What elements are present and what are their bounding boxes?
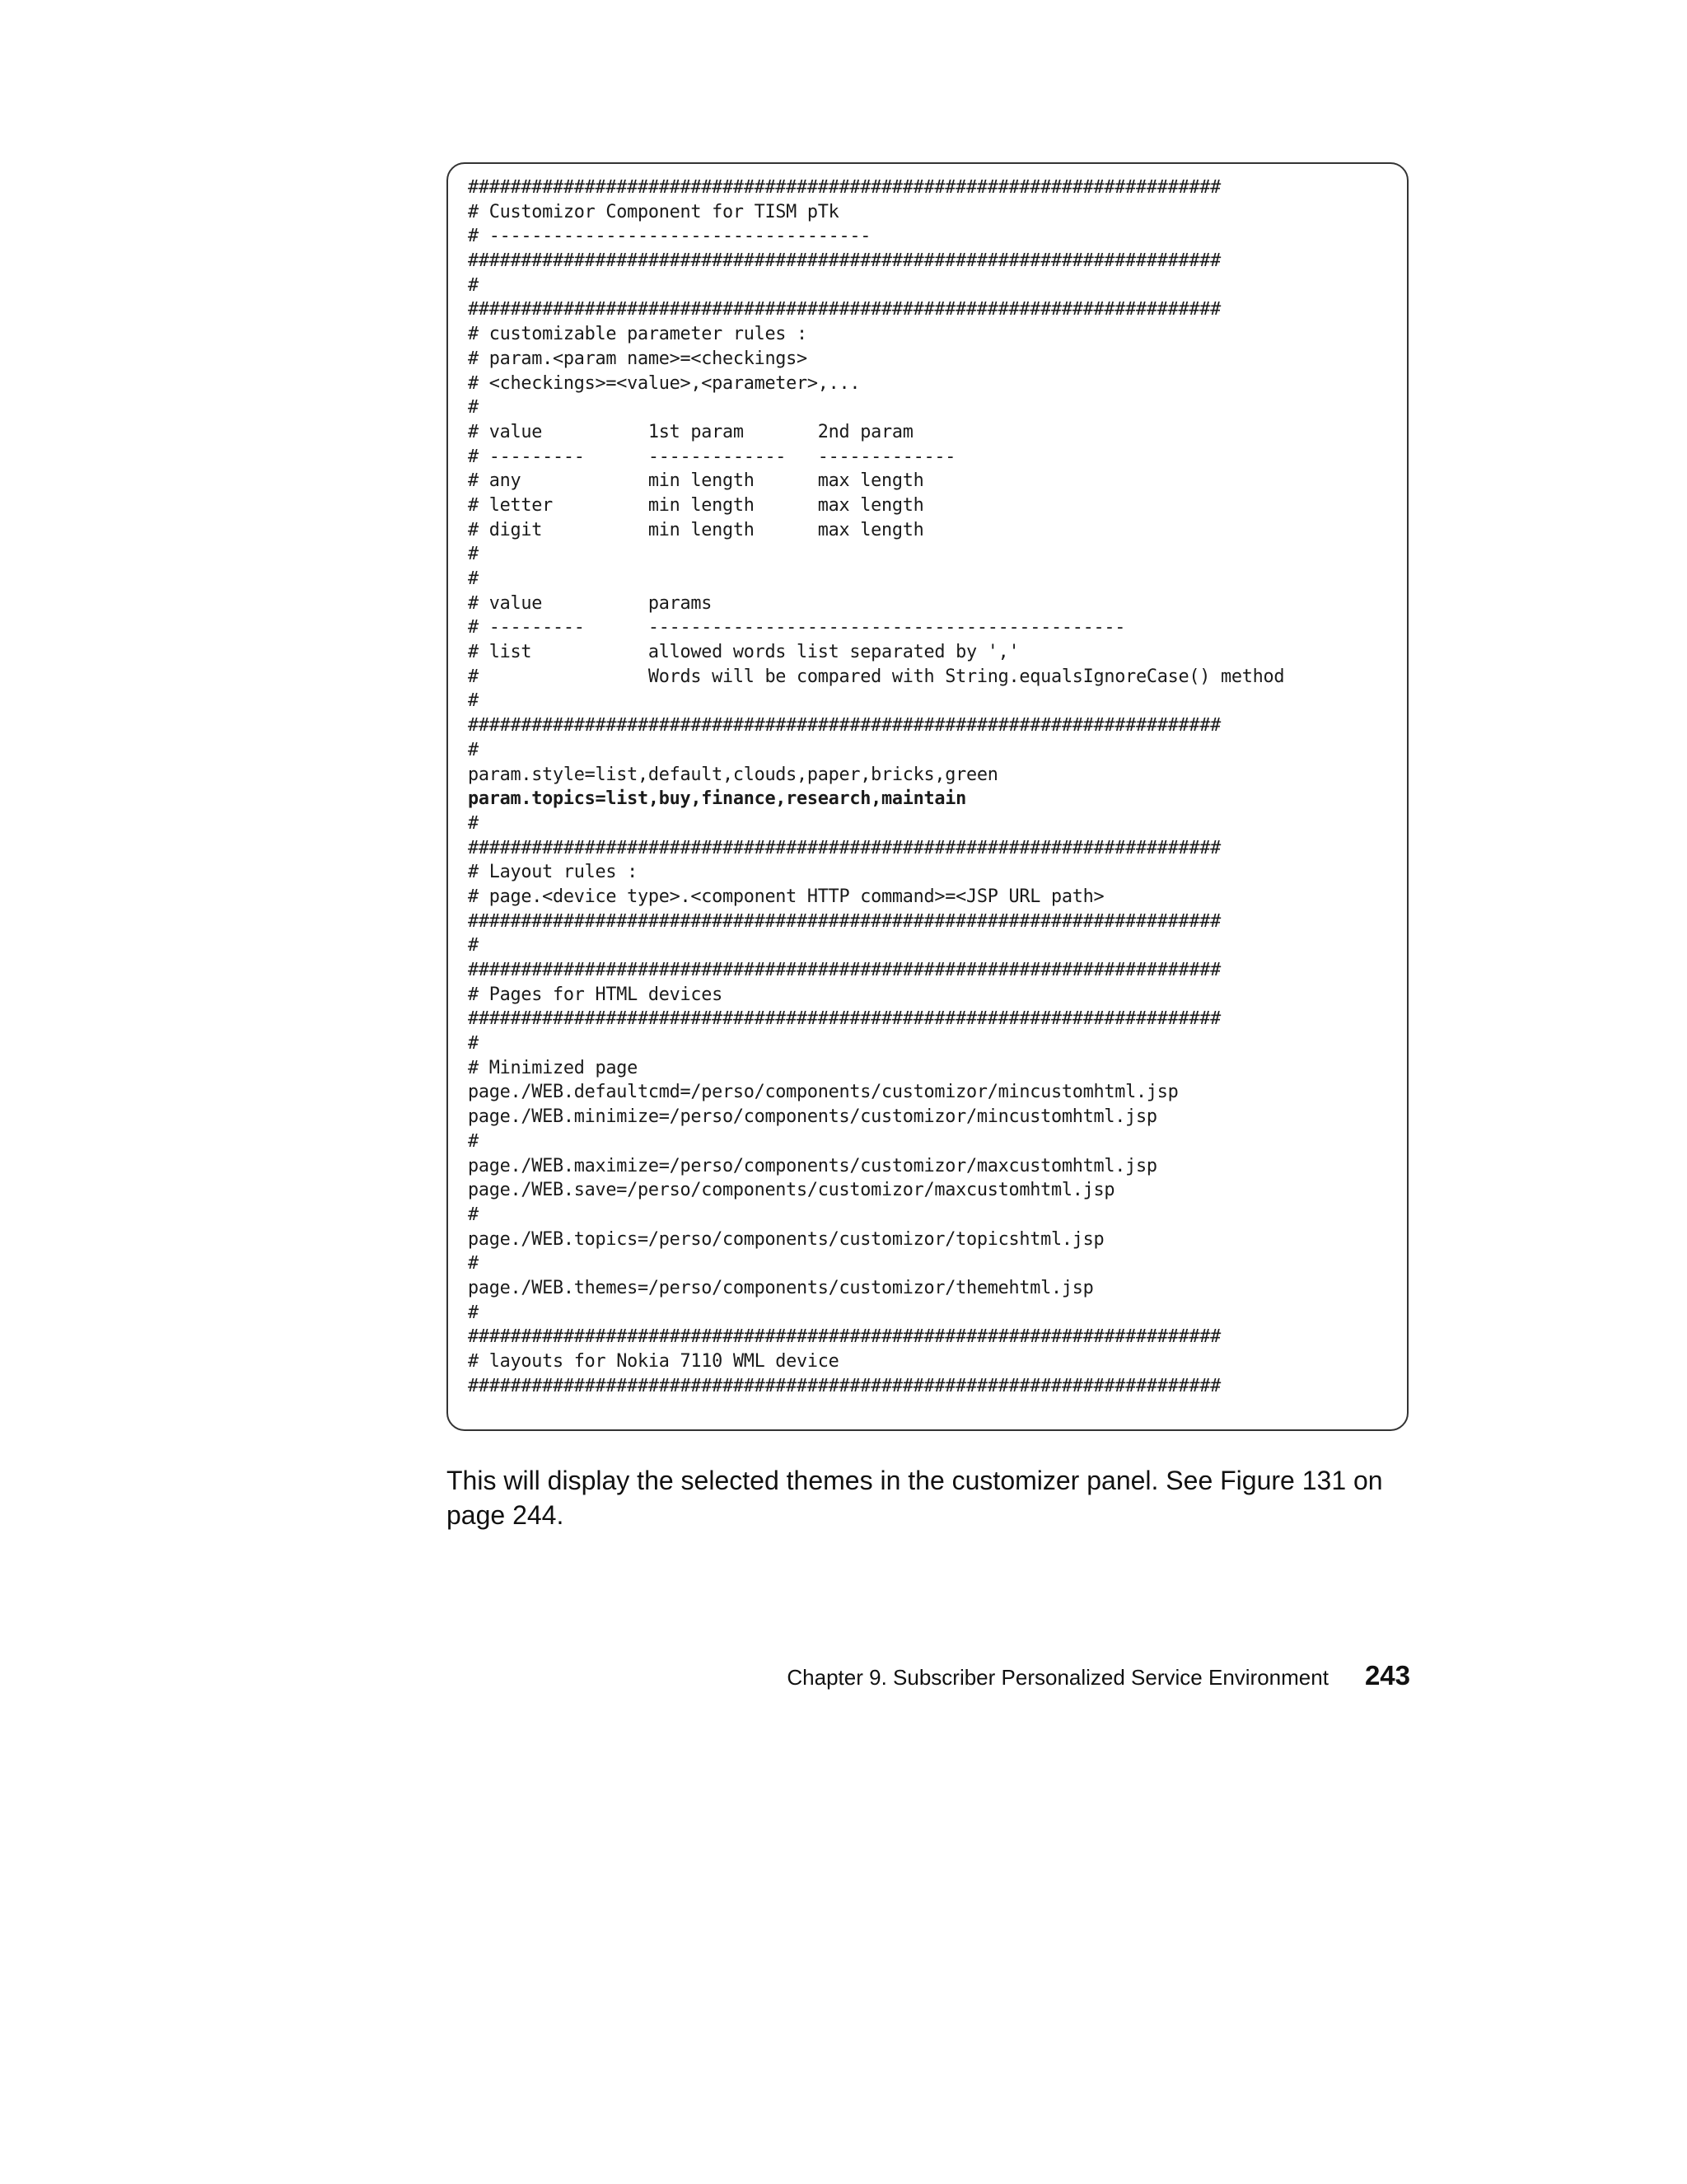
code-line: page./WEB.save=/perso/components/customizor/maxcustomhtml.jsp — [468, 1180, 1115, 1201]
code-line: ####################################################################### — [468, 299, 1221, 320]
code-line: param.topics=list,buy,finance,research,maintain — [468, 788, 967, 810]
code-line: # letter min length max length — [468, 494, 924, 516]
code-line: ####################################################################### — [468, 1375, 1221, 1396]
code-line: # --------- --------------------------------------------- — [468, 617, 1126, 638]
code-line: # param.<param name>=<checkings> — [468, 348, 807, 369]
code-line: # customizable parameter rules : — [468, 324, 807, 345]
code-line: # — [468, 739, 479, 760]
code-line: # digit min length max length — [468, 519, 924, 540]
code-line: # Customizor Component for TISM pTk — [468, 201, 839, 222]
code-line: ####################################################################### — [468, 960, 1221, 980]
code-line: ####################################################################### — [468, 910, 1221, 932]
code-line: # list allowed words list separated by ',' — [468, 642, 1020, 663]
code-line: # — [468, 397, 479, 419]
code-line: # Minimized page — [468, 1057, 638, 1078]
code-line: page./WEB.defaultcmd=/perso/components/customizor/mincustomhtml.jsp — [468, 1082, 1179, 1103]
footer-chapter-title: Chapter 9. Subscriber Personalized Service Environment — [787, 1665, 1329, 1690]
code-line: # — [468, 274, 479, 296]
code-line: # value params — [468, 592, 713, 614]
code-line: # layouts for Nokia 7110 WML device — [468, 1351, 839, 1372]
code-line: # — [468, 544, 479, 565]
code-listing-box — [446, 162, 1409, 1431]
code-line: page./WEB.themes=/perso/components/customizor/themehtml.jsp — [468, 1277, 1094, 1298]
code-line: # — [468, 1033, 479, 1055]
code-line: # Words will be compared with String.equalsIgnoreCase() method — [468, 666, 1285, 687]
code-line: ####################################################################### — [468, 1008, 1221, 1030]
footer-page-number: 243 — [1364, 1660, 1410, 1691]
code-line: page./WEB.topics=/perso/components/customizor/topicshtml.jsp — [468, 1228, 1105, 1250]
code-line: # — [468, 1204, 479, 1225]
code-line: ####################################################################### — [468, 1326, 1221, 1348]
code-line: # — [468, 690, 479, 712]
code-line: page./WEB.maximize=/perso/components/customizor/maxcustomhtml.jsp — [468, 1155, 1157, 1176]
body-paragraph: This will display the selected themes in the customizer panel. See Figure 131 on page 244. — [446, 1466, 1383, 1530]
code-line: # Pages for HTML devices — [468, 984, 722, 1005]
code-line: # — [468, 812, 479, 834]
code-line: ####################################################################### — [468, 715, 1221, 737]
page-footer — [781, 1660, 1410, 1691]
code-line: ####################################################################### — [468, 177, 1221, 198]
code-line: # — [468, 1302, 479, 1323]
code-line: ####################################################################### — [468, 837, 1221, 858]
code-line: param.style=list,default,clouds,paper,bricks,green — [468, 764, 998, 785]
code-line: # — [468, 1130, 479, 1152]
code-line: # — [468, 568, 479, 589]
code-line: # <checkings>=<value>,<parameter>,... — [468, 372, 861, 394]
code-line: # — [468, 1253, 479, 1274]
code-line: page./WEB.minimize=/perso/components/customizor/mincustomhtml.jsp — [468, 1106, 1157, 1128]
code-line: # — [468, 935, 479, 956]
code-line: # value 1st param 2nd param — [468, 421, 914, 442]
code-line: # ------------------------------------ — [468, 226, 872, 247]
code-line: ####################################################################### — [468, 250, 1221, 272]
code-line: # page.<device type>.<component HTTP command>=<JSP URL path> — [468, 886, 1105, 907]
code-line: # --------- ------------- ------------- — [468, 446, 956, 467]
code-line: # Layout rules : — [468, 862, 638, 883]
code-line: # any min length max length — [468, 470, 924, 492]
